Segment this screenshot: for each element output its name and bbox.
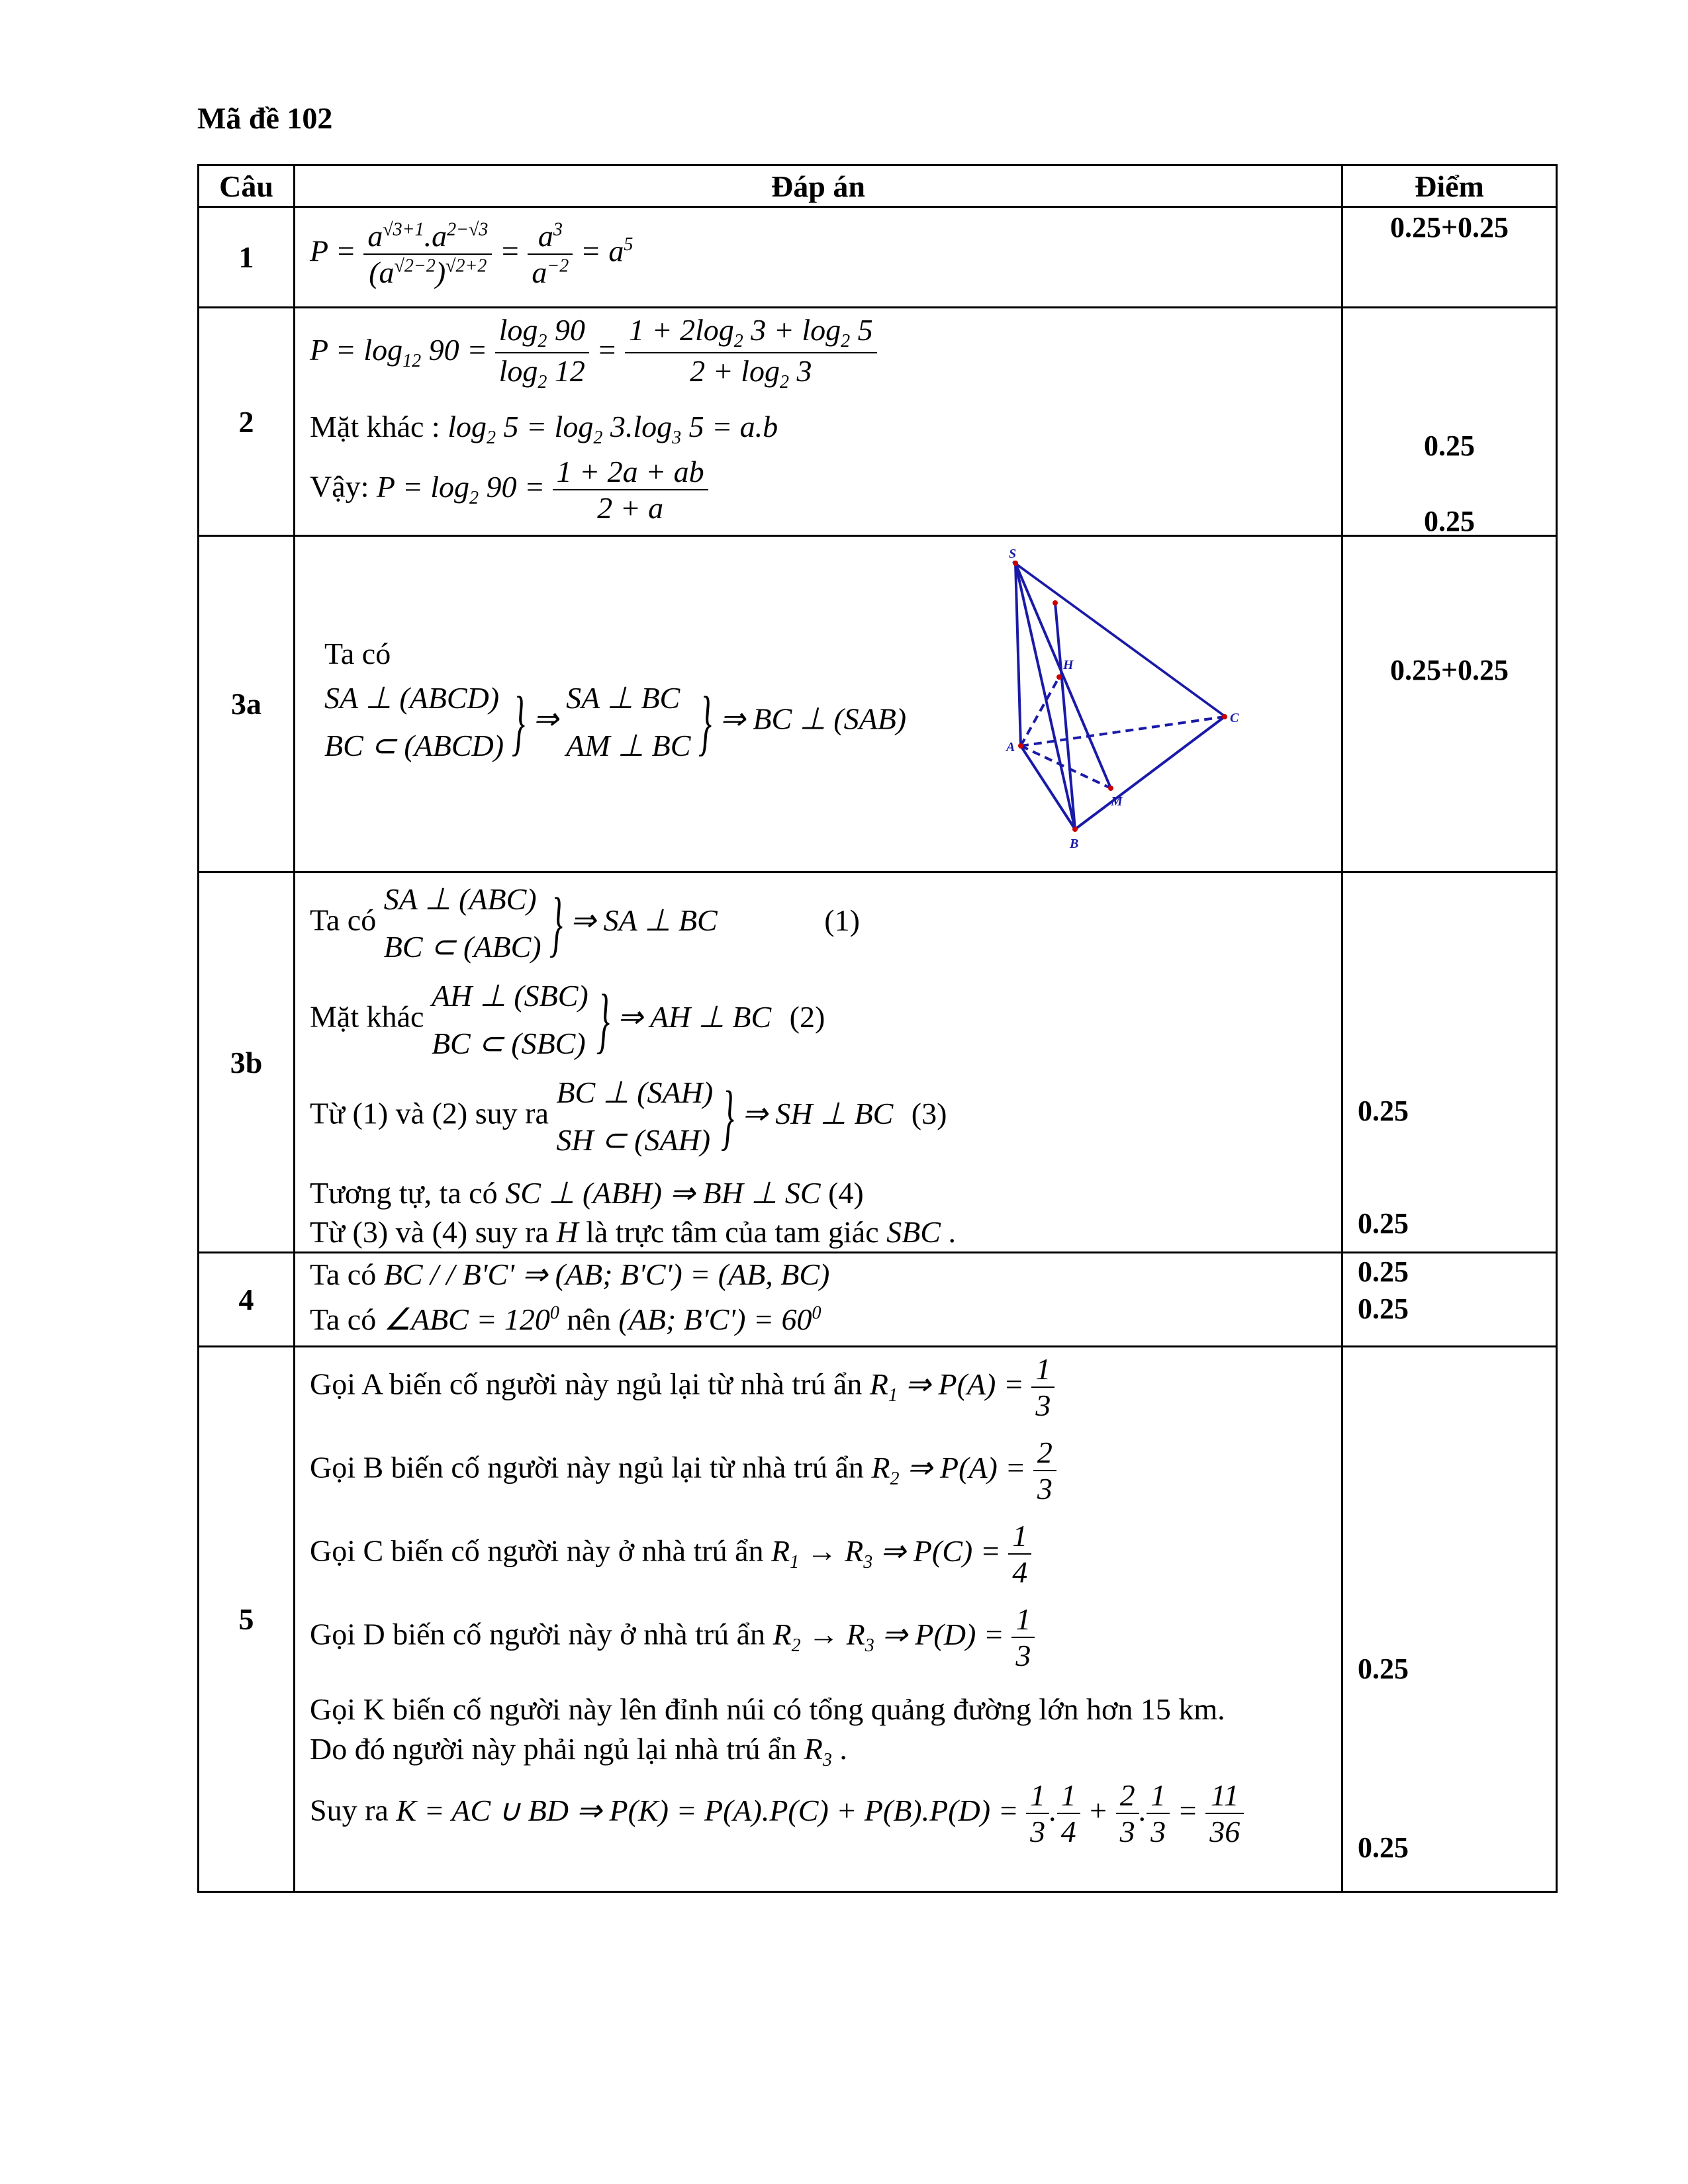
answer-cell <box>295 308 1342 536</box>
formula: P = $\frac{a^{√3+1}.a^{2-√3}}{(a^{√2-2})^{√2+2}}$ = $\frac{a^3}{a^{-2}}$ = $a^5$ <box>310 219 633 289</box>
line-B-to-SC <box>1055 603 1075 829</box>
edge-SA <box>1015 563 1021 746</box>
answer-cell <box>295 207 1342 308</box>
header-question: Câu <box>199 165 295 207</box>
score-value: 0.25 <box>1358 1095 1409 1127</box>
formula: $P = \log_{12} 90$ = $\frac{\log_2 90}{\log_2 12}$ = $\frac{1 + 2\log_2 3 + \log_2 5}{2 + \log_2 3}$ <box>310 312 877 393</box>
text-line: Ta có BC / / B'C' ⇒ (AB; B'C') = (AB, BC) <box>310 1257 830 1291</box>
table-row <box>199 536 1557 872</box>
answer-cell <box>295 1253 1342 1347</box>
table-row <box>199 308 1557 536</box>
score-value: 0.25 <box>1358 1831 1409 1864</box>
formula: SA ⊥ (ABCD) BC ⊂ (ABCD) } ⇒ SA ⊥ BC AM ⊥ BC } ⇒ BC ⊥ (SAB) <box>324 681 907 762</box>
header-score: Điểm <box>1342 165 1557 207</box>
label: Gọi A biến cố người này ngủ lại từ nhà trú ẩn <box>310 1367 863 1401</box>
table-header-row <box>199 165 1557 207</box>
text-line: Mặt khác : $\log_2 5 = \log_2 3.\log_3$ 5 = a.b <box>310 410 778 449</box>
label: Gọi D biến cố người này ở nhà trú ẩn <box>310 1617 766 1651</box>
table-row <box>199 872 1557 1253</box>
label-B: B <box>1070 837 1079 851</box>
answer-cell <box>295 1347 1342 1892</box>
score-cell <box>1342 872 1557 1253</box>
score-cell <box>1342 207 1557 308</box>
label: Ta có <box>310 903 377 937</box>
label: Mặt khác : <box>310 410 440 443</box>
point-S <box>1013 561 1018 566</box>
question-number: 3b <box>199 872 295 1253</box>
question-number: 1 <box>199 207 295 308</box>
score-value: 0.25 <box>1358 1653 1409 1685</box>
text-line: Gọi C biến cố người này ở nhà trú ẩn $R_1 \to R_3$ ⇒ P(C) = $\frac{1}{4}$ <box>310 1518 1031 1590</box>
label: Mặt khác <box>310 999 424 1034</box>
score-value: 0.25+0.25 <box>1389 211 1509 244</box>
text-line: Ta có <box>324 637 391 670</box>
label: Gọi B biến cố người này ngủ lại từ nhà trú ẩn <box>310 1450 864 1484</box>
point-C <box>1222 714 1227 719</box>
table-row <box>199 1253 1557 1347</box>
label: Vậy: <box>310 469 369 504</box>
table-row <box>199 1347 1557 1892</box>
text-line: Vậy: $P = \log_2 90$ = $\frac{1 + 2a + ab}{2 + a}$ <box>310 454 708 525</box>
question-number: 4 <box>199 1253 295 1347</box>
text-line: Gọi D biến cố người này ở nhà trú ẩn $R_2 \to R_3$ ⇒ P(D) = $\frac{1}{3}$ <box>310 1602 1035 1673</box>
answer-table <box>197 164 1558 1893</box>
label: Từ (1) và (2) suy ra <box>310 1096 549 1130</box>
answer-cell <box>295 872 1342 1253</box>
score-value: 0.25 <box>1358 1255 1409 1288</box>
label-C: C <box>1230 711 1239 725</box>
text-line: Từ (1) và (2) suy ra BC ⊥ (SAH) SH ⊂ (SAH) } ⇒ SH ⊥ BC (3) <box>310 1075 947 1157</box>
question-number: 3a <box>199 536 295 872</box>
text-line: Tương tự, ta có SC ⊥ (ABH) ⇒ BH ⊥ SC (4) <box>310 1176 864 1210</box>
point-H <box>1056 674 1062 680</box>
label: Do đó người này phải ngủ lại nhà trú ẩn <box>310 1732 797 1766</box>
score-cell <box>1342 536 1557 872</box>
text-line: Do đó người này phải ngủ lại nhà trú ẩn $R_3$ . <box>310 1732 847 1771</box>
label: là trực tâm của tam giác <box>586 1215 879 1249</box>
label: nên <box>567 1302 611 1336</box>
score-value: 0.25 <box>1358 1293 1409 1325</box>
edge-SB <box>1015 563 1075 829</box>
page-title: Mã đề 102 <box>197 101 333 135</box>
text-line: Gọi B biến cố người này ngủ lại từ nhà trú ẩn $R_2$ ⇒ P(A) = $\frac{2}{3}$ <box>310 1435 1056 1506</box>
text-line: Gọi A biến cố người này ngủ lại từ nhà trú ẩn $R_1$ ⇒ P(A) = $\frac{1}{3}$ <box>310 1351 1055 1423</box>
text-line: Mặt khác AH ⊥ (SBC) BC ⊂ (SBC) } ⇒ AH ⊥ BC (2) <box>310 979 825 1060</box>
question-number: 2 <box>199 308 295 536</box>
point-on-SC <box>1053 600 1058 606</box>
label: Ta có <box>310 1302 377 1336</box>
label: Từ (3) và (4) suy ra <box>310 1215 549 1249</box>
score-value: 0.25 <box>1424 430 1475 462</box>
text-line: Gọi K biến cố người này lên đỉnh núi có tổng quảng đường lớn hơn 15 km. <box>310 1692 1225 1726</box>
table-row <box>199 207 1557 308</box>
label-A: A <box>1006 740 1015 754</box>
score-cell <box>1342 308 1557 536</box>
score-value: 0.25+0.25 <box>1389 654 1509 686</box>
score-value: 0.25 <box>1424 505 1475 537</box>
score-cell <box>1342 1253 1557 1347</box>
label: Gọi C biến cố người này ở nhà trú ẩn <box>310 1533 764 1568</box>
point-A <box>1018 743 1023 749</box>
label-H: H <box>1063 658 1074 672</box>
question-number: 5 <box>199 1347 295 1892</box>
point-M <box>1108 786 1113 791</box>
score-cell <box>1342 1347 1557 1892</box>
score-value: 0.25 <box>1358 1207 1409 1240</box>
label: Tương tự, ta có <box>310 1176 498 1210</box>
header-answer: Đáp án <box>295 165 1342 207</box>
text-line: Ta có SA ⊥ (ABC) BC ⊂ (ABC) } ⇒ SA ⊥ BC (1) <box>310 882 860 964</box>
label-M: M <box>1111 794 1123 809</box>
label: Ta có <box>310 1257 377 1291</box>
point-B <box>1072 827 1078 832</box>
label-S: S <box>1009 547 1017 561</box>
text-line: Ta có ∠ABC = $120^0$ nên (AB; $B'C') = 60^0$ <box>310 1302 821 1336</box>
edge-BC <box>1075 717 1225 829</box>
pyramid-figure <box>984 543 1239 861</box>
text-line: Từ (3) và (4) suy ra H là trực tâm của tam giác SBC . <box>310 1215 956 1249</box>
label: Suy ra <box>310 1793 389 1827</box>
answer-cell <box>295 536 1342 872</box>
text-line: Suy ra K = AC ∪ BD ⇒ P(K) = P(A).P(C) + P(B).P(D) = $\frac{1}{3}$ . $\frac{1}{4}$ + $\frac{2}{3}$ . $\frac{1}{3}$ = $\frac{11}{36}$ <box>310 1778 1244 1849</box>
